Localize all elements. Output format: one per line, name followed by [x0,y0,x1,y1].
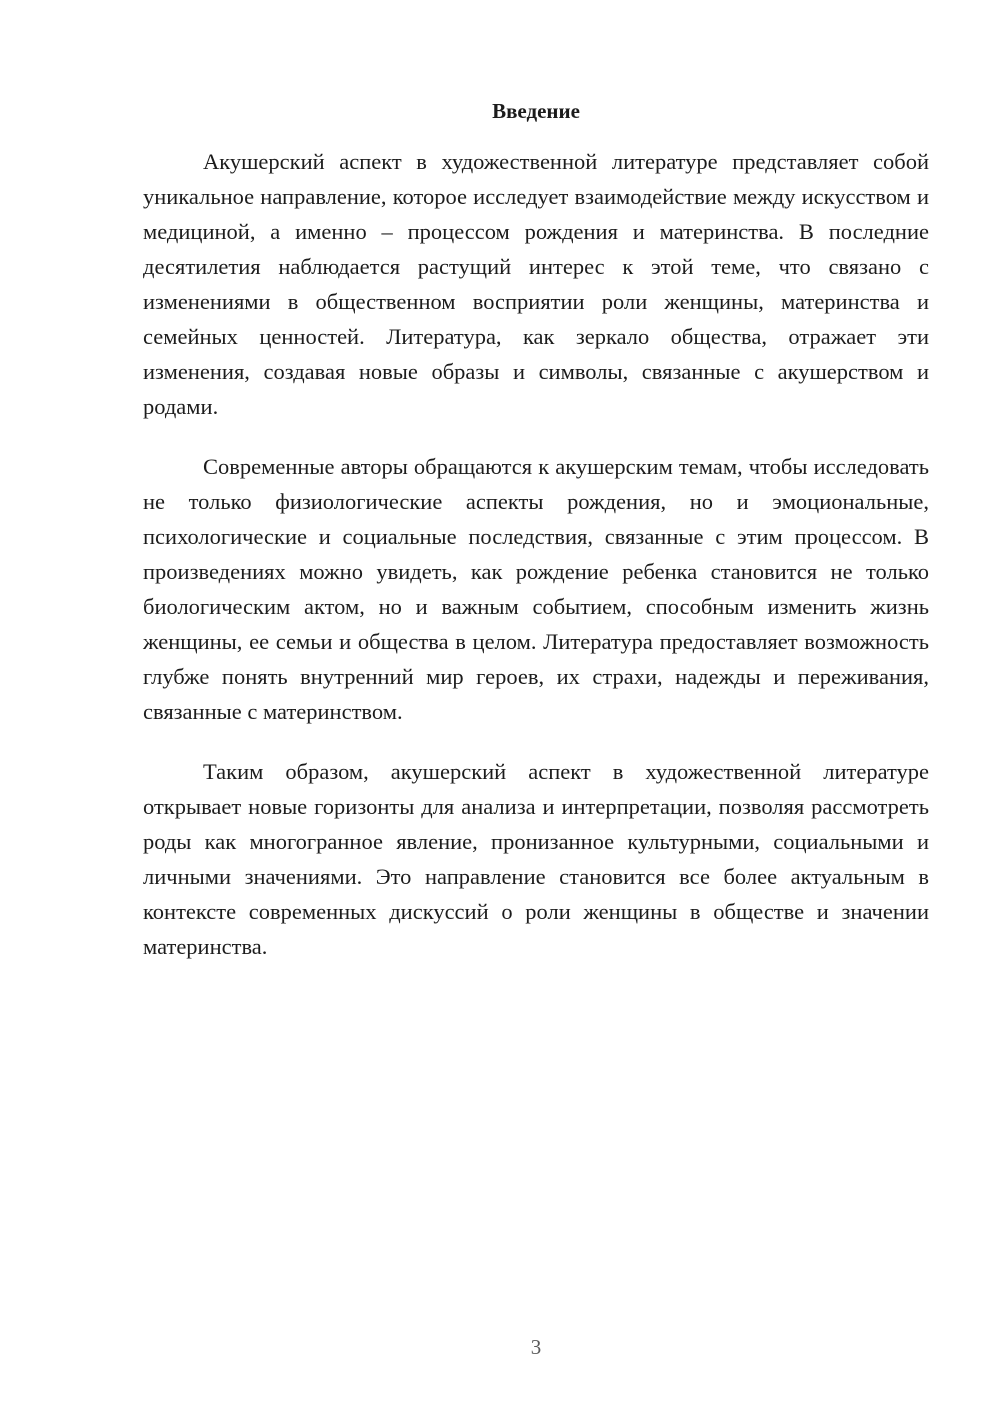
paragraph-3: Таким образом, акушерский аспект в художественной литературе открывает новые горизонты для анализа и интерпретации, позволяя рассмотреть роды как многогранное явление, пронизанное культурными, социальными и личными значениями. Это направление становится все более актуальным в контексте современных дискуссий о роли женщины в обществе и значении материнства. [143,759,929,959]
page-title: Введение [492,99,580,123]
paragraph-1: Акушерский аспект в художественной литературе представляет собой уникальное направление, которое исследует взаимодействие между искусством и медициной, а именно – процессом рождения и материнства. В последние десятилетия наблюдается растущий интерес к этой теме, что связано с изменениями в общественном восприятии роли женщины, материнства и семейных ценностей. Литература, как зеркало общества, отражает эти изменения, создавая новые образы и символы, связанные с акушерством и родами. [143,149,929,419]
page-number: 3 [530,1335,542,1359]
paragraph-2: Современные авторы обращаются к акушерским темам, чтобы исследовать не только физиологические аспекты рождения, но и эмоциональные, психологические и социальные последствия, связанные с этим процессом. В произведениях можно увидеть, как рождение ребенка становится не только биологическим актом, но и важным событием, способным изменить жизнь женщины, ее семьи и общества в целом. Литература предоставляет возможность глубже понять внутренний мир героев, их страхи, надежды и переживания, связанные с материнством. [143,454,929,724]
body-text [143,144,929,989]
